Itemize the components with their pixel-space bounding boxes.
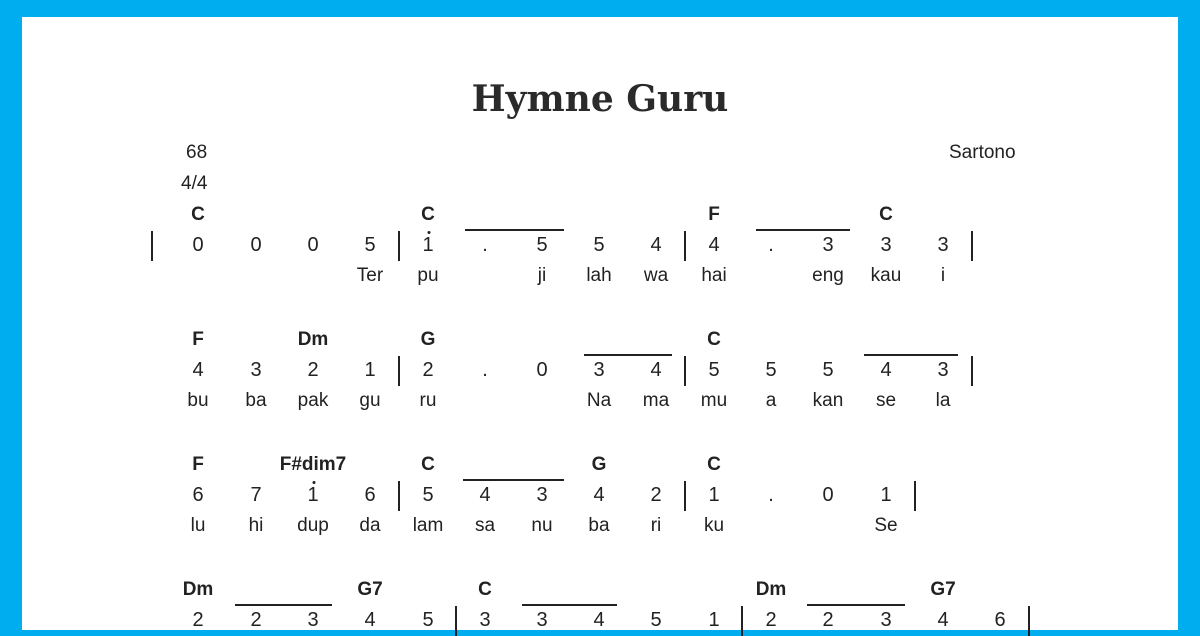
- lyric-syllable: la: [935, 390, 951, 411]
- note-number: 5: [765, 359, 777, 381]
- beam-line: [584, 354, 672, 356]
- note-number: 6: [994, 609, 1006, 631]
- lyric-syllable: kan: [812, 390, 844, 411]
- note-number: 4: [593, 609, 605, 631]
- note-number: 1: [307, 484, 319, 506]
- note-number: 4: [650, 234, 662, 256]
- lyric-syllable: lu: [190, 515, 206, 536]
- beam-line: [807, 604, 905, 606]
- chord-label: C: [707, 454, 721, 475]
- note-number: 4: [479, 484, 491, 506]
- chord-label: C: [421, 454, 435, 475]
- note-number: 2: [192, 609, 204, 631]
- chord-label: F#dim7: [279, 454, 347, 475]
- note-number: 3: [250, 359, 262, 381]
- lyric-syllable: ji: [537, 265, 547, 286]
- note-number: 5: [422, 484, 434, 506]
- lyric-syllable: pu: [417, 265, 439, 286]
- note-number: 1: [364, 359, 376, 381]
- song-title: Hymne Guru: [471, 78, 729, 120]
- note-number: 3: [307, 609, 319, 631]
- lyric-syllable: ma: [642, 390, 670, 411]
- bar-line: [398, 481, 400, 511]
- note-number: 5: [822, 359, 834, 381]
- note-number: 2: [822, 609, 834, 631]
- chord-label: G7: [357, 579, 383, 600]
- note-number: .: [768, 484, 774, 506]
- chord-label: F: [192, 454, 204, 475]
- note-number: 0: [307, 234, 319, 256]
- note-number: 4: [650, 359, 662, 381]
- note-number: 0: [192, 234, 204, 256]
- beam-line: [235, 604, 332, 606]
- note-number: 4: [593, 484, 605, 506]
- note-number: 4: [708, 234, 720, 256]
- note-number: 3: [880, 609, 892, 631]
- note-number: 5: [536, 234, 548, 256]
- chord-label: G: [591, 454, 607, 475]
- note-number: 1: [880, 484, 892, 506]
- lyric-syllable: da: [359, 515, 381, 536]
- beam-line: [522, 604, 617, 606]
- chord-label: F: [708, 204, 720, 225]
- lyric-syllable: lam: [412, 515, 444, 536]
- chord-label: G: [420, 329, 436, 350]
- note-number: 0: [250, 234, 262, 256]
- lyric-syllable: ba: [588, 515, 610, 536]
- lyric-syllable: se: [875, 390, 897, 411]
- note-number: 1: [708, 609, 720, 631]
- lyric-syllable: ba: [245, 390, 267, 411]
- note-number: 2: [650, 484, 662, 506]
- note-number: 3: [880, 234, 892, 256]
- chord-label: F: [192, 329, 204, 350]
- lyric-syllable: Na: [586, 390, 612, 411]
- chord-label: G7: [930, 579, 956, 600]
- chord-label: C: [707, 329, 721, 350]
- bar-line: [455, 606, 457, 636]
- octave-dot: [428, 231, 431, 234]
- note-number: .: [768, 234, 774, 256]
- note-number: 3: [536, 484, 548, 506]
- note-number: 3: [937, 234, 949, 256]
- note-number: 4: [364, 609, 376, 631]
- octave-dot: [313, 481, 316, 484]
- note-number: 6: [364, 484, 376, 506]
- chord-label: Dm: [297, 329, 329, 350]
- chord-label: Dm: [182, 579, 214, 600]
- lyric-syllable: dup: [297, 515, 329, 536]
- note-number: 2: [422, 359, 434, 381]
- bar-line: [684, 231, 686, 261]
- lyric-syllable: i: [940, 265, 946, 286]
- note-number: 4: [937, 609, 949, 631]
- note-number: 5: [593, 234, 605, 256]
- lyric-syllable: gu: [359, 390, 381, 411]
- lyric-syllable: wa: [643, 265, 669, 286]
- note-number: 4: [192, 359, 204, 381]
- lyric-syllable: ru: [419, 390, 437, 411]
- beam-line: [864, 354, 958, 356]
- bar-line: [914, 481, 916, 511]
- note-number: 5: [364, 234, 376, 256]
- note-number: .: [482, 234, 488, 256]
- beam-line: [756, 229, 850, 231]
- lyric-syllable: ku: [703, 515, 725, 536]
- lyric-syllable: sa: [474, 515, 496, 536]
- note-number: 4: [880, 359, 892, 381]
- lyric-syllable: Se: [874, 515, 898, 536]
- lyric-syllable: hi: [248, 515, 264, 536]
- note-number: 2: [765, 609, 777, 631]
- note-number: 3: [593, 359, 605, 381]
- note-number: 7: [250, 484, 262, 506]
- note-number: 2: [250, 609, 262, 631]
- lyric-syllable: hai: [701, 265, 727, 286]
- note-number: 3: [822, 234, 834, 256]
- note-number: 2: [307, 359, 319, 381]
- note-number: 3: [937, 359, 949, 381]
- chord-label: C: [421, 204, 435, 225]
- lyric-syllable: Ter: [356, 265, 384, 286]
- note-number: 5: [708, 359, 720, 381]
- lyric-syllable: kau: [870, 265, 902, 286]
- note-number: 0: [536, 359, 548, 381]
- note-number: 3: [536, 609, 548, 631]
- lyric-syllable: bu: [187, 390, 209, 411]
- lyric-syllable: pak: [297, 390, 329, 411]
- note-number: 6: [192, 484, 204, 506]
- bar-line: [1028, 606, 1030, 636]
- note-number: 1: [708, 484, 720, 506]
- chord-label: C: [879, 204, 893, 225]
- lyric-syllable: a: [765, 390, 777, 411]
- note-number: .: [482, 359, 488, 381]
- bar-line: [684, 356, 686, 386]
- lyric-syllable: eng: [812, 265, 844, 286]
- bar-line: [398, 356, 400, 386]
- lyric-syllable: mu: [700, 390, 728, 411]
- note-number: 1: [422, 234, 434, 256]
- beam-line: [463, 479, 564, 481]
- note-number: 5: [650, 609, 662, 631]
- lyric-syllable: lah: [586, 265, 612, 286]
- bar-line: [398, 231, 400, 261]
- chord-label: C: [191, 204, 205, 225]
- lyric-syllable: nu: [531, 515, 553, 536]
- note-number: 3: [479, 609, 491, 631]
- bar-line: [684, 481, 686, 511]
- beam-line: [465, 229, 564, 231]
- tempo-marking: 68: [186, 142, 208, 163]
- chord-label: Dm: [755, 579, 787, 600]
- bar-line: [971, 356, 973, 386]
- composer-name: Sartono: [949, 142, 1016, 163]
- note-number: 0: [822, 484, 834, 506]
- bar-line: [741, 606, 743, 636]
- lyric-syllable: ri: [650, 515, 662, 536]
- chord-label: C: [478, 579, 492, 600]
- bar-line: [151, 231, 153, 261]
- bar-line: [971, 231, 973, 261]
- note-number: 5: [422, 609, 434, 631]
- time-signature: 4/4: [181, 173, 208, 194]
